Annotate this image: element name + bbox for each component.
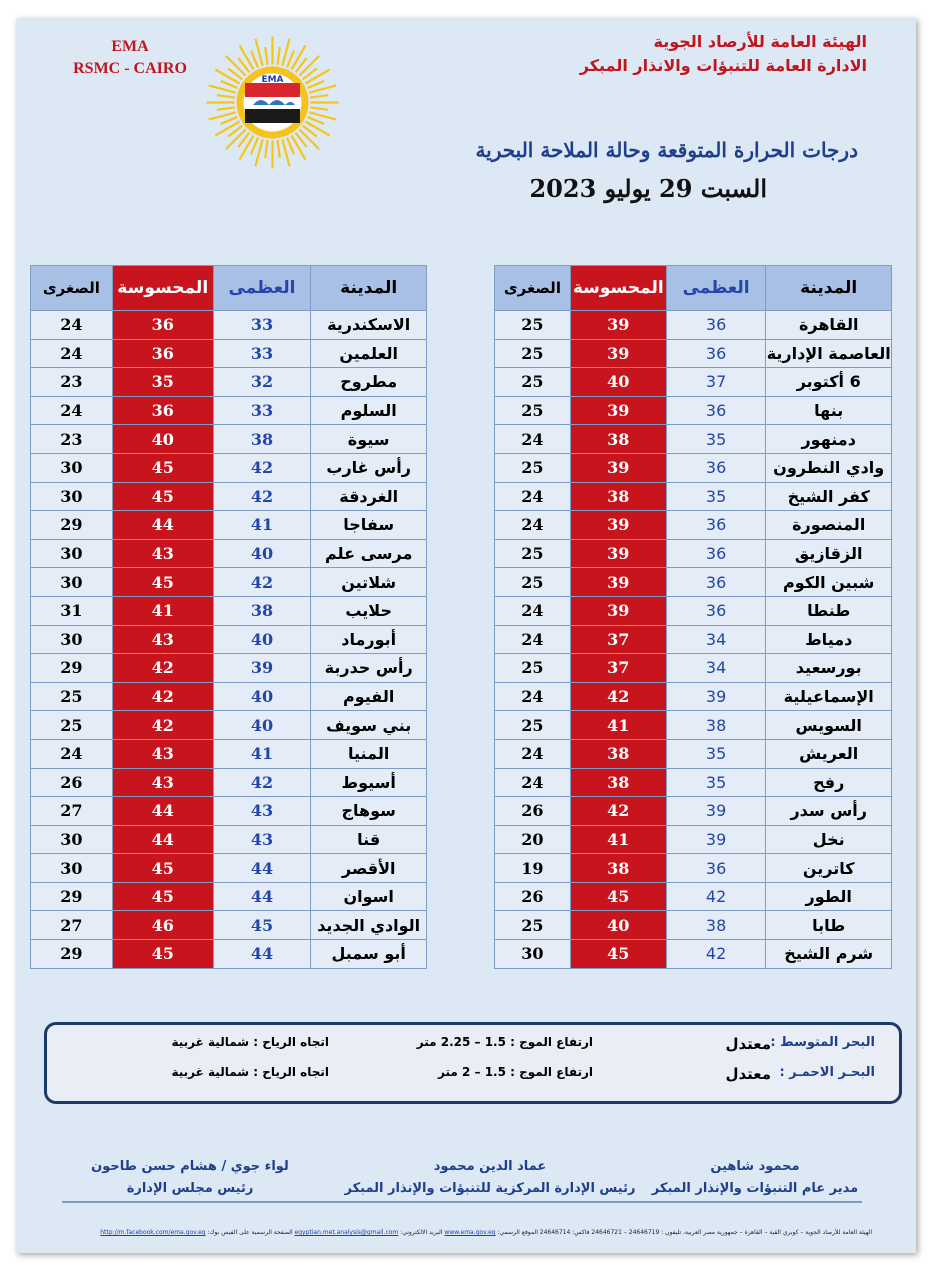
cell-felt: 40 — [570, 911, 666, 940]
table-row — [495, 625, 892, 654]
cell-min: 29 — [31, 511, 113, 540]
cell-felt: 45 — [112, 453, 213, 482]
cell-city: نخل — [766, 825, 892, 854]
cell-min: 24 — [31, 311, 113, 340]
cell-felt: 42 — [112, 711, 213, 740]
cell-min: 25 — [495, 368, 571, 397]
cell-city: كاترين — [766, 854, 892, 883]
table-row — [31, 882, 427, 911]
cell-min: 31 — [31, 596, 113, 625]
table-row — [31, 425, 427, 454]
cell-felt: 45 — [112, 882, 213, 911]
table-row — [31, 482, 427, 511]
cell-city: رفح — [766, 768, 892, 797]
cell-max: 39 — [213, 654, 311, 683]
cell-min: 29 — [31, 654, 113, 683]
cell-city: أبورماد — [311, 625, 427, 654]
cell-max: 33 — [213, 339, 311, 368]
cell-city: رأس غارب — [311, 453, 427, 482]
cell-min: 25 — [495, 396, 571, 425]
cell-min: 29 — [31, 882, 113, 911]
cell-max: 39 — [666, 825, 766, 854]
cell-min: 25 — [495, 568, 571, 597]
table-row — [495, 596, 892, 625]
cell-min: 24 — [31, 739, 113, 768]
page-title: درجات الحرارة المتوقعة وحالة الملاحة البحرية — [475, 138, 858, 162]
cell-max: 45 — [213, 911, 311, 940]
cell-felt: 35 — [112, 368, 213, 397]
cell-city: الفيوم — [311, 682, 427, 711]
cell-city: الأقصر — [311, 854, 427, 883]
cell-city: بنها — [766, 396, 892, 425]
table-row — [31, 453, 427, 482]
ema-logo-text — [60, 36, 200, 80]
signature-role: مدير عام التنبؤات والإنذار المبكر — [651, 1181, 859, 1196]
cell-min: 24 — [31, 396, 113, 425]
cell-city: الوادي الجديد — [311, 911, 427, 940]
cell-city: رأس حدربة — [311, 654, 427, 683]
cell-city: دمياط — [766, 625, 892, 654]
temperature-table-left — [30, 265, 427, 969]
cell-felt: 38 — [570, 739, 666, 768]
cell-city: سفاجا — [311, 511, 427, 540]
signature-central-director — [330, 1156, 650, 1200]
cell-max: 35 — [666, 425, 766, 454]
cell-min: 30 — [31, 482, 113, 511]
cell-min: 25 — [495, 539, 571, 568]
table-row — [495, 511, 892, 540]
cell-max: 36 — [666, 339, 766, 368]
cell-felt: 36 — [112, 311, 213, 340]
table-row — [31, 654, 427, 683]
table-row — [495, 539, 892, 568]
cell-felt: 39 — [570, 596, 666, 625]
cell-max: 38 — [666, 711, 766, 740]
cell-max: 44 — [213, 854, 311, 883]
cell-max: 32 — [213, 368, 311, 397]
table-row — [31, 625, 427, 654]
cell-city: مرسى علم — [311, 539, 427, 568]
col-header-felt: المحسوسة — [570, 266, 666, 311]
sea-name: البحـر الاحمـر : — [779, 1065, 875, 1080]
signature-name: لواء جوي / هشام حسن طاحون — [91, 1159, 289, 1174]
table-row — [495, 882, 892, 911]
cell-felt: 44 — [112, 511, 213, 540]
cell-min: 26 — [31, 768, 113, 797]
table-row — [31, 768, 427, 797]
cell-city: قنا — [311, 825, 427, 854]
col-header-city: المدينة — [766, 266, 892, 311]
cell-max: 36 — [666, 311, 766, 340]
cell-city: الطور — [766, 882, 892, 911]
cell-city: شرم الشيخ — [766, 940, 892, 969]
cell-felt: 41 — [570, 825, 666, 854]
cell-city: حلايب — [311, 596, 427, 625]
cell-min: 30 — [31, 854, 113, 883]
table-row — [495, 482, 892, 511]
cell-min: 25 — [495, 453, 571, 482]
cell-min: 30 — [31, 568, 113, 597]
footer-email-link[interactable]: egyptian.met.analysis@gmail.com — [294, 1229, 399, 1236]
cell-min: 25 — [495, 911, 571, 940]
cell-city: المنصورة — [766, 511, 892, 540]
wind-direction: اتجاه الرياح : شمالية غربية — [171, 1065, 329, 1079]
cell-max: 35 — [666, 482, 766, 511]
signature-role: رئيس الإدارة المركزية للتنبؤات والإنذار المبكر — [344, 1181, 636, 1196]
cell-min: 25 — [495, 654, 571, 683]
cell-min: 19 — [495, 854, 571, 883]
table-row — [495, 711, 892, 740]
cell-max: 40 — [213, 682, 311, 711]
emblem-text: EMA — [261, 75, 284, 85]
table-row — [31, 739, 427, 768]
cell-max: 42 — [666, 882, 766, 911]
cell-max: 40 — [213, 539, 311, 568]
cell-felt: 38 — [570, 768, 666, 797]
cell-max: 36 — [666, 539, 766, 568]
table-row — [31, 596, 427, 625]
cell-max: 41 — [213, 739, 311, 768]
cell-felt: 43 — [112, 768, 213, 797]
cell-min: 25 — [31, 682, 113, 711]
signature-chairman — [70, 1156, 310, 1200]
cell-min: 29 — [31, 940, 113, 969]
cell-max: 42 — [213, 453, 311, 482]
cell-max: 39 — [666, 682, 766, 711]
cell-felt: 36 — [112, 339, 213, 368]
table-row — [31, 825, 427, 854]
cell-felt: 45 — [570, 882, 666, 911]
cell-max: 36 — [666, 396, 766, 425]
cell-felt: 41 — [570, 711, 666, 740]
table-row — [31, 396, 427, 425]
cell-city: مطروح — [311, 368, 427, 397]
signature-role: رئيس مجلس الإدارة — [126, 1181, 254, 1196]
signature-name: عماد الدين محمود — [433, 1159, 547, 1174]
sea-name: البحر المتوسط : — [770, 1035, 875, 1050]
cell-felt: 45 — [112, 568, 213, 597]
cell-max: 37 — [666, 368, 766, 397]
cell-felt: 45 — [112, 940, 213, 969]
table-row — [495, 453, 892, 482]
cell-max: 38 — [213, 425, 311, 454]
cell-city: دمنهور — [766, 425, 892, 454]
cell-city: طنطا — [766, 596, 892, 625]
cell-city: وادي النطرون — [766, 453, 892, 482]
cell-min: 30 — [31, 825, 113, 854]
sea-state: معتدل — [725, 1035, 771, 1053]
table-row — [495, 739, 892, 768]
cell-min: 25 — [495, 311, 571, 340]
cell-felt: 38 — [570, 482, 666, 511]
cell-city: بني سويف — [311, 711, 427, 740]
cell-city: الغردقة — [311, 482, 427, 511]
cell-city: اسوان — [311, 882, 427, 911]
cell-felt: 42 — [570, 797, 666, 826]
table-row — [495, 854, 892, 883]
sea-state: معتدل — [725, 1065, 771, 1083]
cell-max: 42 — [213, 482, 311, 511]
cell-felt: 39 — [570, 539, 666, 568]
cell-min: 25 — [495, 711, 571, 740]
cell-min: 24 — [495, 768, 571, 797]
cell-city: السويس — [766, 711, 892, 740]
cell-felt: 44 — [112, 825, 213, 854]
table-row — [31, 568, 427, 597]
footer-address: الهيئة العامة للأرصاد الجوية – كوبري القبة – القاهرة – جمهورية مصر العربية، تليفون : 24646719 – 24646721 فاكس: 24646714 الموقع الرسمي: — [497, 1229, 872, 1236]
cell-felt: 39 — [570, 511, 666, 540]
cell-felt: 43 — [112, 625, 213, 654]
cell-max: 43 — [213, 825, 311, 854]
org-line-2: الادارة العامة للتنبؤات والانذار المبكر — [579, 56, 867, 75]
cell-min: 20 — [495, 825, 571, 854]
cell-max: 35 — [666, 739, 766, 768]
table-row — [31, 311, 427, 340]
table-row — [495, 768, 892, 797]
cell-felt: 45 — [112, 854, 213, 883]
cell-felt: 39 — [570, 311, 666, 340]
table-row — [31, 339, 427, 368]
cell-min: 23 — [31, 368, 113, 397]
cell-min: 24 — [495, 425, 571, 454]
cell-felt: 38 — [570, 425, 666, 454]
cell-max: 33 — [213, 311, 311, 340]
cell-min: 23 — [31, 425, 113, 454]
cell-felt: 39 — [570, 568, 666, 597]
temperature-table-right — [494, 265, 892, 969]
signature-name: محمود شاهين — [710, 1159, 800, 1174]
cell-felt: 43 — [112, 539, 213, 568]
cell-felt: 39 — [570, 453, 666, 482]
logo-line-ema: EMA — [111, 38, 149, 55]
cell-city: العاصمة الإدارية — [766, 339, 892, 368]
cell-min: 30 — [31, 539, 113, 568]
cell-felt: 45 — [112, 482, 213, 511]
cell-max: 44 — [213, 882, 311, 911]
cell-city: الاسكندرية — [311, 311, 427, 340]
cell-city: بورسعيد — [766, 654, 892, 683]
cell-city: المنيا — [311, 739, 427, 768]
col-header-city: المدينة — [311, 266, 427, 311]
cell-min: 24 — [495, 596, 571, 625]
footer-facebook-link[interactable]: http://m.facebook.com/ema.gov.eg — [100, 1229, 206, 1236]
cell-city: رأس سدر — [766, 797, 892, 826]
cell-felt: 43 — [112, 739, 213, 768]
cell-max: 36 — [666, 854, 766, 883]
table-row — [495, 654, 892, 683]
cell-min: 27 — [31, 797, 113, 826]
cell-min: 24 — [31, 339, 113, 368]
cell-max: 39 — [666, 797, 766, 826]
cell-felt: 42 — [112, 682, 213, 711]
cell-city: شبين الكوم — [766, 568, 892, 597]
cell-max: 40 — [213, 625, 311, 654]
cell-felt: 39 — [570, 396, 666, 425]
cell-city: 6 أكتوبر — [766, 368, 892, 397]
cell-max: 42 — [213, 768, 311, 797]
table-row — [31, 940, 427, 969]
col-header-min: الصغرى — [31, 266, 113, 311]
cell-city: كفر الشيخ — [766, 482, 892, 511]
cell-max: 42 — [213, 568, 311, 597]
table-row — [495, 940, 892, 969]
cell-min: 27 — [31, 911, 113, 940]
cell-max: 36 — [666, 568, 766, 597]
cell-city: السلوم — [311, 396, 427, 425]
cell-felt: 38 — [570, 854, 666, 883]
cell-max: 35 — [666, 768, 766, 797]
cell-felt: 46 — [112, 911, 213, 940]
ema-emblem-icon — [205, 35, 340, 170]
signature-forecast-director — [625, 1156, 885, 1200]
cell-max: 36 — [666, 596, 766, 625]
cell-city: العلمين — [311, 339, 427, 368]
sea-row-mediterranean — [47, 1035, 899, 1059]
wind-direction: اتجاه الرياح : شمالية غربية — [171, 1035, 329, 1049]
table-row — [31, 511, 427, 540]
table-row — [495, 396, 892, 425]
cell-max: 38 — [213, 596, 311, 625]
table-row — [495, 311, 892, 340]
col-header-max: العظمى — [666, 266, 766, 311]
footer-website-link[interactable]: www.ema.gov.eg — [444, 1229, 496, 1236]
cell-felt: 41 — [112, 596, 213, 625]
table-row — [495, 825, 892, 854]
cell-min: 24 — [495, 511, 571, 540]
logo-line-rsmc: RSMC - CAIRO — [73, 60, 187, 77]
cell-max: 34 — [666, 654, 766, 683]
cell-max: 36 — [666, 511, 766, 540]
cell-max: 42 — [666, 940, 766, 969]
cell-city: الزقازيق — [766, 539, 892, 568]
cell-min: 24 — [495, 682, 571, 711]
footer-facebook-label: الصفحة الرسمية على الفيس بوك: — [207, 1229, 293, 1236]
cell-max: 38 — [666, 911, 766, 940]
cell-city: القاهرة — [766, 311, 892, 340]
cell-city: طابا — [766, 911, 892, 940]
cell-felt: 39 — [570, 339, 666, 368]
table-row — [495, 682, 892, 711]
cell-max: 36 — [666, 453, 766, 482]
col-header-felt: المحسوسة — [112, 266, 213, 311]
footer-contact — [62, 1229, 872, 1236]
cell-felt: 45 — [570, 940, 666, 969]
table-row — [31, 854, 427, 883]
cell-city: الإسماعيلية — [766, 682, 892, 711]
table-row — [31, 682, 427, 711]
cell-city: سوهاج — [311, 797, 427, 826]
wave-height: ارتفاع الموج : 1.5 – 2 متر — [437, 1065, 593, 1079]
cell-felt: 40 — [112, 425, 213, 454]
table-row — [495, 339, 892, 368]
cell-min: 30 — [495, 940, 571, 969]
cell-min: 24 — [495, 482, 571, 511]
table-row — [495, 797, 892, 826]
table-row — [31, 711, 427, 740]
org-line-1: الهيئة العامة للأرصاد الجوية — [653, 32, 867, 51]
footer-email-label: البريد الالكتروني: — [400, 1229, 443, 1236]
table-row — [495, 425, 892, 454]
cell-min: 25 — [31, 711, 113, 740]
organization-header — [580, 30, 867, 78]
cell-max: 33 — [213, 396, 311, 425]
forecast-date: السبت 29 يوليو 2023 — [529, 174, 767, 203]
cell-city: أبو سمبل — [311, 940, 427, 969]
table-row — [495, 368, 892, 397]
cell-max: 40 — [213, 711, 311, 740]
cell-felt: 44 — [112, 797, 213, 826]
cell-felt: 42 — [112, 654, 213, 683]
table-row — [31, 368, 427, 397]
sea-conditions-box — [44, 1022, 902, 1104]
cell-max: 34 — [666, 625, 766, 654]
cell-min: 24 — [495, 625, 571, 654]
cell-min: 26 — [495, 797, 571, 826]
table-row — [31, 539, 427, 568]
cell-max: 44 — [213, 940, 311, 969]
cell-min: 25 — [495, 339, 571, 368]
col-header-min: الصغرى — [495, 266, 571, 311]
cell-city: شلاتين — [311, 568, 427, 597]
cell-felt: 36 — [112, 396, 213, 425]
cell-min: 30 — [31, 625, 113, 654]
sea-row-red-sea — [47, 1065, 899, 1089]
cell-min: 26 — [495, 882, 571, 911]
table-row — [31, 797, 427, 826]
cell-felt: 37 — [570, 625, 666, 654]
col-header-max: العظمى — [213, 266, 311, 311]
cell-felt: 37 — [570, 654, 666, 683]
cell-city: أسيوط — [311, 768, 427, 797]
cell-felt: 42 — [570, 682, 666, 711]
table-row — [495, 568, 892, 597]
cell-min: 24 — [495, 739, 571, 768]
table-row — [31, 911, 427, 940]
cell-min: 30 — [31, 453, 113, 482]
cell-max: 43 — [213, 797, 311, 826]
cell-city: سيوة — [311, 425, 427, 454]
table-row — [495, 911, 892, 940]
cell-city: العريش — [766, 739, 892, 768]
wave-height: ارتفاع الموج : 1.5 – 2.25 متر — [416, 1035, 593, 1049]
cell-felt: 40 — [570, 368, 666, 397]
divider — [62, 1201, 862, 1203]
cell-max: 41 — [213, 511, 311, 540]
